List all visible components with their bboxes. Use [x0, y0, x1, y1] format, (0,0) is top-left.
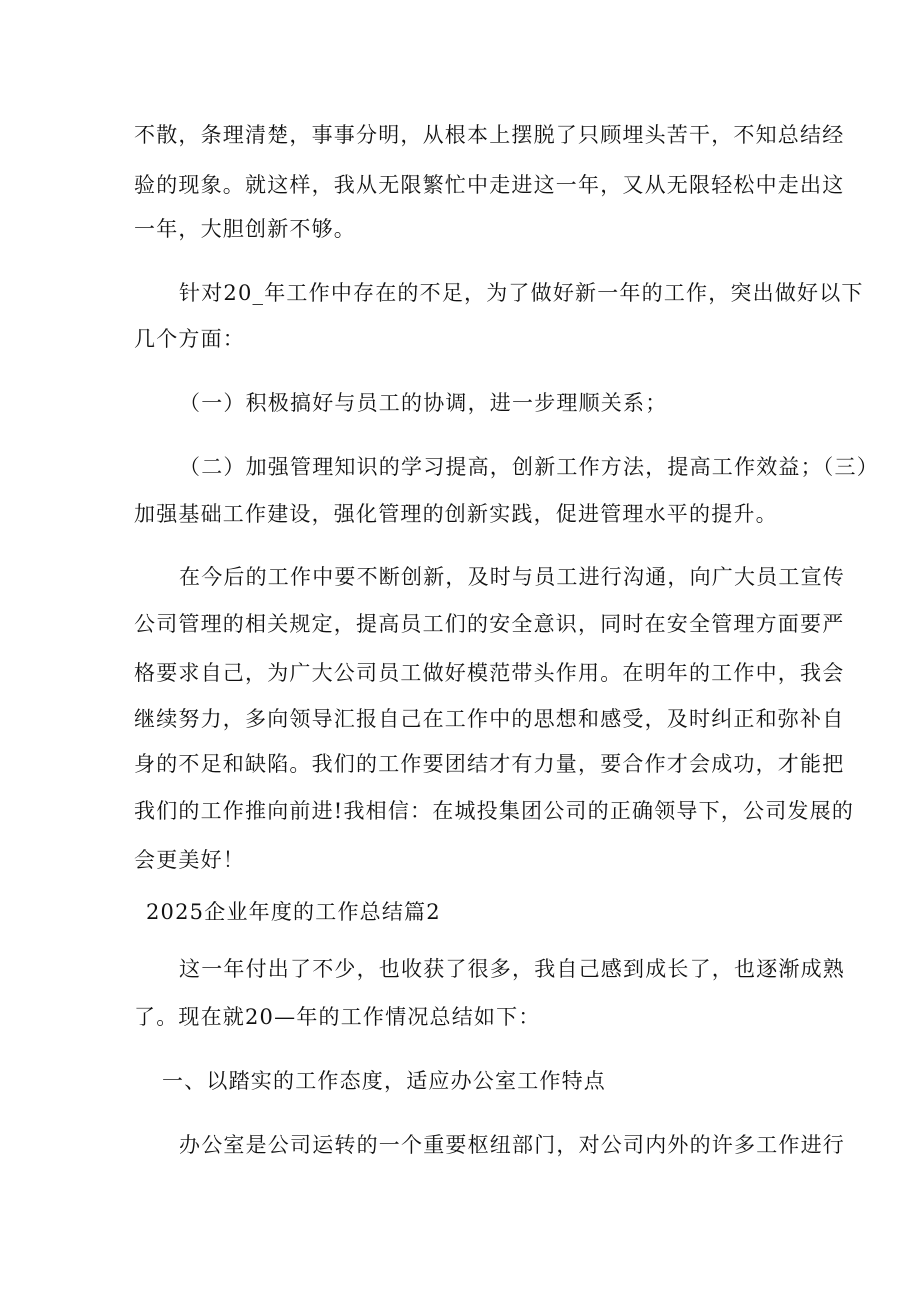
paragraph-3-line-2: 公司管理的相关规定，提高员工们的安全意识，同时在安全管理方面要严: [134, 612, 845, 636]
list-item-2-line-1: （二）加强管理知识的学习提高，创新工作方法，提高工作效益；（三）: [179, 455, 879, 479]
paragraph-3-line-7: 会更美好！: [134, 848, 245, 872]
paragraph-1-line-2: 验的现象。就这样，我从无限繁忙中走进这一年，又从无限轻松中走出这: [134, 173, 845, 197]
paragraph-1-line-1: 不散，条理清楚，事事分明，从根本上摆脱了只顾埋头苦干，不知总结经: [134, 123, 845, 147]
list-item-1: （一）积极搞好与员工的协调，进一步理顺关系；: [179, 391, 668, 415]
paragraph-2-line-2: 几个方面：: [134, 327, 245, 351]
paragraph-4-line-1: 这一年付出了不少，也收获了很多，我自己感到成长了，也逐渐成熟: [179, 957, 845, 981]
paragraph-2-line-1: 针对20_年工作中存在的不足，为了做好新一年的工作，突出做好以下: [179, 281, 864, 305]
paragraph-3-line-1: 在今后的工作中要不断创新，及时与员工进行沟通，向广大员工宣传: [179, 565, 845, 589]
paragraph-3-line-4: 继续努力，多向领导汇报自己在工作中的思想和感受，及时纠正和弥补自: [134, 707, 845, 731]
paragraph-4-line-2: 了。现在就20—年的工作情况总结如下：: [134, 1005, 541, 1029]
list-item-2-line-2: 加强基础工作建设，强化管理的创新实践，促进管理水平的提升。: [134, 502, 778, 526]
paragraph-3-line-5: 身的不足和缺陷。我们的工作要团结才有力量，要合作才会成功，才能把: [134, 752, 845, 776]
paragraph-3-line-6: 我们的工作推向前进!我相信：在城投集团公司的正确领导下，公司发展的: [134, 799, 855, 823]
section-heading: 2025企业年度的工作总结篇2: [146, 900, 441, 924]
paragraph-1-line-3: 一年，大胆创新不够。: [134, 217, 356, 241]
subheading-1: 一、以踏实的工作态度，适应办公室工作特点: [162, 1069, 606, 1093]
paragraph-5-line-1: 办公室是公司运转的一个重要枢纽部门，对公司内外的许多工作进行: [179, 1133, 845, 1157]
paragraph-3-line-3: 格要求自己，为广大公司员工做好模范带头作用。在明年的工作中，我会: [134, 661, 845, 685]
